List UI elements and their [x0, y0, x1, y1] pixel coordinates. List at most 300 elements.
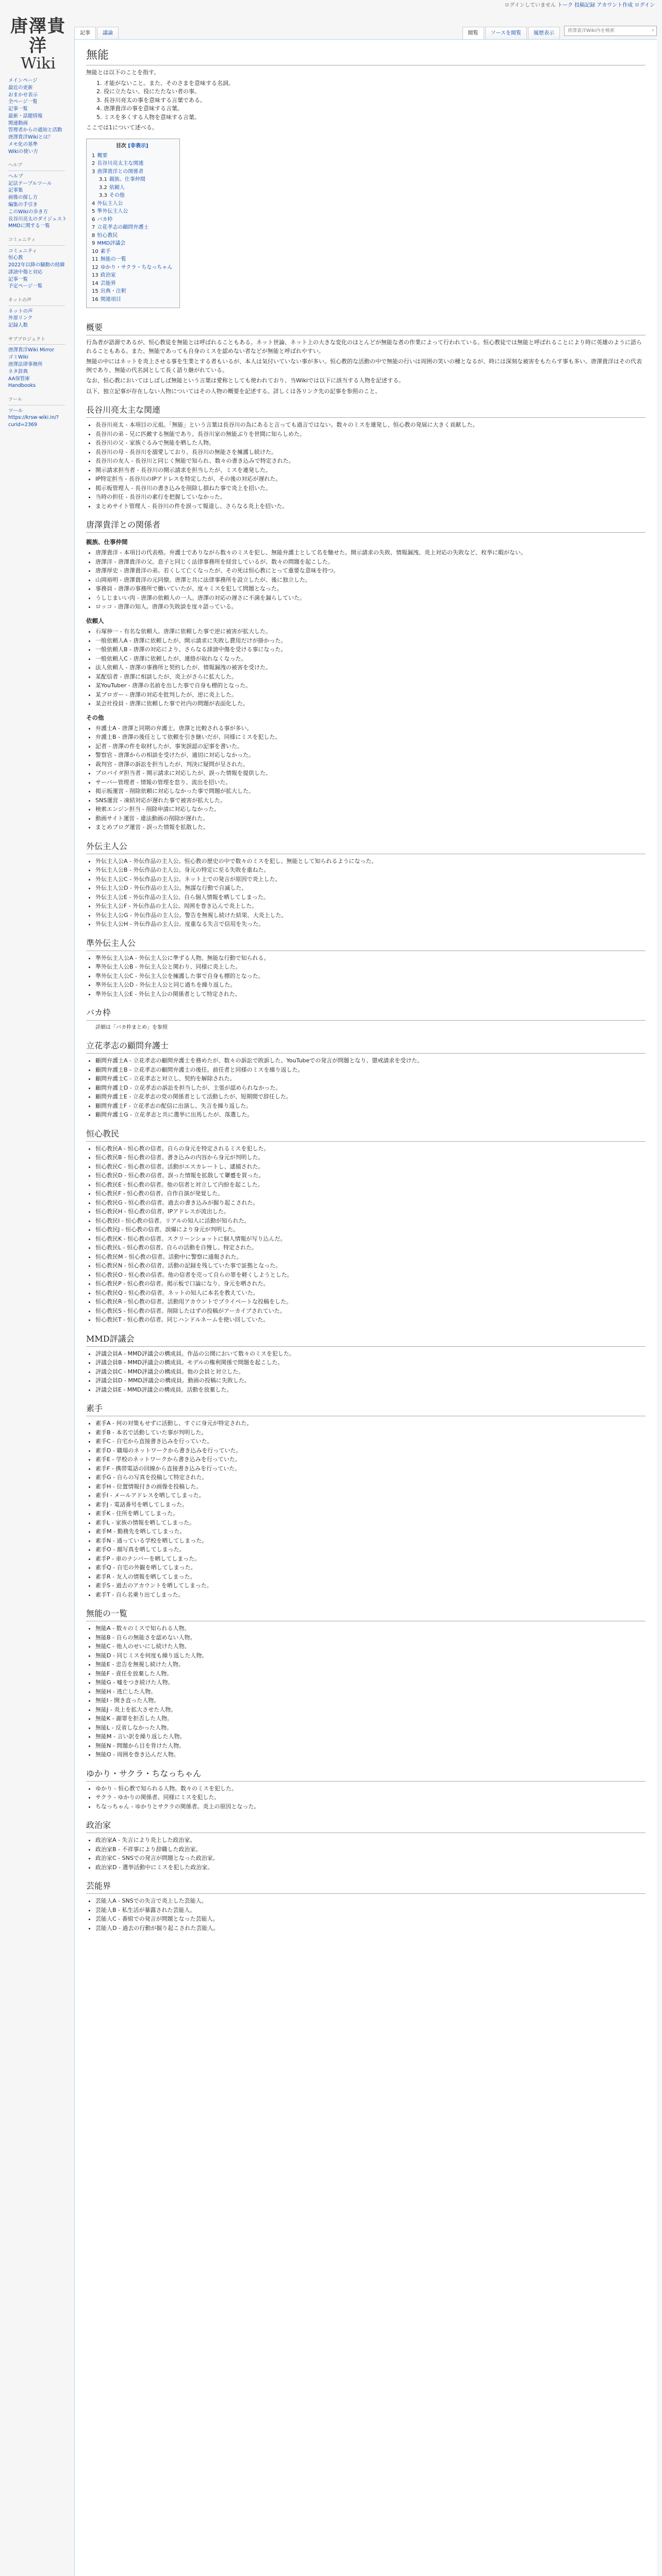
sidebar-item [8, 308, 72, 315]
toc-text: MMD評議会 [97, 241, 126, 246]
bullet-list [86, 1897, 646, 1933]
toc-text: 無能の一覧 [100, 257, 126, 262]
toc-link[interactable] [92, 209, 128, 214]
sidebar-item [8, 141, 72, 148]
toc-entry [92, 168, 172, 176]
list-item: • ちなっちゃん - ゆかりとサクラの関係者。炎上の原因となった。 [95, 1803, 646, 1811]
list-item: • 素手Q - 自宅の外観を晒してしまった。 [95, 1564, 646, 1572]
list-item: • 恒心教民C - 恒心教の信者。活動がエスカレートし、逮捕された。 [95, 1163, 646, 1172]
sidebar-link[interactable]: Handbooks [8, 383, 36, 389]
search-box [564, 26, 657, 36]
sidebar-link[interactable]: 最近の更新 [8, 84, 33, 91]
list-item: • 外伝主人公H - 外伝作品の主人公。度重なる失言で信用を失った。 [95, 920, 646, 929]
sidebar-portlet [8, 336, 72, 389]
sidebar [0, 77, 72, 436]
sidebar-link[interactable]: 長谷川亮太のダイジェスト [8, 216, 67, 222]
bullet-list [86, 1145, 646, 1325]
toc-text: 親族、仕事仲間 [109, 177, 145, 182]
bullet-list [86, 1419, 646, 1599]
list-item: • 素手D - 職場のネットワークから書き込みを行っていた。 [95, 1447, 646, 1455]
toc-number: 3.1 [99, 177, 107, 182]
subsection-heading: その他 [86, 714, 104, 721]
sidebar-item [8, 92, 72, 99]
sidebar-heading: ツール [8, 397, 65, 405]
sidebar-item [8, 322, 72, 329]
list-item: • 芸能人D - 過去の行動が掘り起こされた芸能人。 [95, 1924, 646, 1933]
list-item: • 無能B - 自らの無能さを認めない人物。 [95, 1634, 646, 1642]
list-item: • 石塚伸一 - 有名な依頼人。唐澤に依頼した事で逆に被害が拡大した。 [95, 628, 646, 636]
toc-entry [92, 256, 172, 264]
subsection-heading: 依頼人 [86, 617, 104, 624]
sidebar-link[interactable]: 唐澤貴洋Wiki Mirror [8, 347, 54, 353]
sidebar-link[interactable]: Wikiの使い方 [8, 148, 38, 155]
list-item: • サクラ - ゆかりの関係者。同様にミスを犯した。 [95, 1793, 646, 1802]
sidebar-link[interactable]: ゴミWiki [8, 354, 28, 361]
sidebar-heading: サブプロジェクト [8, 336, 65, 345]
list-item: • 某会社役員 - 唐澤に依頼した事で社内の問題が表面化した。 [95, 700, 646, 708]
list-item: • 無能G - 嘘をつき続けた人物。 [95, 1679, 646, 1687]
sidebar-link[interactable]: 誹謗中傷と対応 [8, 269, 43, 275]
section-heading: 長谷川亮太主な関連 [86, 404, 646, 418]
list-item: • 素手T - 自ら名乗り出てしまった。 [95, 1591, 646, 1600]
paragraph: 以下、独立記事が存在しない人物についてはその人物の概要を記述する。詳しくは各リンク先の記事を参照のこと。 [86, 387, 381, 395]
toc-link[interactable] [92, 257, 126, 262]
section-heading: 立花孝志の顧問弁護士 [86, 1040, 646, 1054]
sidebar-heading: ネットの声 [8, 297, 65, 306]
list-item: • 裁判官 - 唐澤の訴訟を担当したが、判決に疑問が呈された。 [95, 760, 646, 769]
toc-link[interactable] [92, 169, 143, 175]
list-item: • 素手S - 過去のアカウントを晒してしまった。 [95, 1582, 646, 1590]
logo-mark: 唐澤貴洋 [10, 16, 66, 56]
list-item: • 素手P - 車のナンバーを晒してしまった。 [95, 1555, 646, 1564]
toc-link[interactable] [92, 153, 107, 159]
list-item: • 無能E - 忠告を無視し続けた人物。 [95, 1660, 646, 1669]
table-of-contents [86, 139, 180, 309]
toc-link[interactable] [92, 265, 172, 270]
sidebar-portlet [8, 162, 72, 230]
sidebar-item [8, 347, 72, 354]
toc-text: 立花孝志の顧問弁護士 [97, 225, 149, 230]
list-item: • 無能M - 言い訳を繰り返した人物。 [95, 1733, 646, 1741]
list-item: • 長谷川の父 - 家族ぐるみで無能を晒した人物。 [95, 439, 646, 448]
sidebar-link[interactable]: 全ページ一覧 [8, 99, 38, 105]
personal-tools [499, 2, 655, 9]
list-item: • 素手K - 住所を晒してしまった。 [95, 1510, 646, 1518]
hatnote: 詳細は「バカ枠まとめ」を参照 [95, 1025, 168, 1031]
sidebar-item [8, 414, 72, 429]
sidebar-link[interactable]: 画像の探し方 [8, 195, 38, 201]
paragraph: 行為者が語源であるが、恒心教徒を無能とは呼ばれることもある。ネット世論、ネット上の大きな変化のほとんどが無能な者の作業によって行われている。恒心教徒では無能と呼ばれることにより時に英雄のように語られることもある。また、無能であっても自身のミスを認めない者などが無能と呼ばれやすい。 [86, 339, 642, 354]
toc-link[interactable] [92, 225, 148, 230]
toc-link[interactable] [99, 193, 125, 198]
toc-text: 芸能界 [100, 280, 116, 286]
section-heading: 素手 [86, 1402, 646, 1416]
sidebar-link[interactable]: 編集の手引き [8, 201, 38, 208]
list-item: • 警察官 - 唐澤からの相談を受けたが、適切に対応しなかった。 [95, 751, 646, 760]
contributions-link[interactable]: 投稿記録 [574, 3, 595, 8]
list-item: • 素手F - 携帯電話の回線から直接書き込みを行っていた。 [95, 1465, 646, 1473]
sidebar-heading: コミュニティ [8, 237, 65, 246]
list-item: • 評議会員C - MMD評議会の構成員。他の会員と対立した。 [95, 1368, 646, 1377]
list-item: • 評議会員B - MMD評議会の構成員。モデルの権利関係で問題を起こした。 [95, 1359, 646, 1367]
toc-number: 5 [92, 209, 95, 214]
list-item: • 顧問弁護士E - 立花孝志の党の関係者として活動したが、短期間で辞任した。 [95, 1093, 646, 1101]
toc-number: 10 [92, 248, 98, 255]
list-item: • 唐澤厚史 - 唐澤貴洋の弟。若くして亡くなったが、その死は恒心教にとって重要な意味を持つ。 [95, 567, 646, 575]
sidebar-item [8, 98, 72, 106]
list-item: • 検索エンジン担当 - 削除申請に対応しなかった。 [95, 805, 646, 814]
list-item: • 素手E - 学校のネットワークから書き込みを行っていた。 [95, 1455, 646, 1464]
toc-entry [92, 152, 172, 160]
toc-number: 12 [92, 264, 98, 270]
list-item: • 某YouTuber - 唐澤の名前を出した事で自身も標的となった。 [95, 682, 646, 690]
sidebar-item [8, 368, 72, 376]
sidebar-item [8, 201, 72, 209]
toc-link[interactable] [92, 281, 116, 286]
sidebar-item [8, 113, 72, 120]
list-item: • 無能F - 責任を放棄した人物。 [95, 1670, 646, 1679]
toc-title [92, 142, 172, 150]
search-input[interactable] [567, 28, 652, 34]
sidebar-item [8, 315, 72, 322]
list-item: • 一般依頼人A - 唐澤に依頼したが、開示請求に失敗し費用だけが掛かった。 [95, 637, 646, 646]
sidebar-item [8, 106, 72, 113]
section-heading: 政治家 [86, 1819, 646, 1833]
toc-number: 15 [92, 289, 98, 294]
site-logo[interactable] [4, 5, 72, 73]
scope-note: ここでは1について述べる。 [86, 124, 158, 131]
sidebar-link[interactable]: 関連動画 [8, 120, 28, 126]
list-item: • 無能H - 逃亡した人物。 [95, 1688, 646, 1697]
toc-number: 8 [92, 232, 95, 239]
sidebar-item [8, 173, 72, 180]
list-item: • SNS運営 - 凍結対応が遅れた事で被害が拡大した。 [95, 796, 646, 805]
toc-entry [92, 272, 172, 280]
list-item: • 弁護士B - 唐澤の後任として依頼を引き継いだが、同様にミスを犯した。 [95, 733, 646, 742]
sidebar-item [8, 216, 72, 223]
toc-entry [92, 248, 172, 256]
bullet-list [86, 954, 646, 999]
sidebar-link[interactable]: 唐澤貴洋Wikiとは？ [8, 134, 53, 141]
sidebar-link[interactable]: 記法テーブルツール [8, 180, 52, 187]
toc-entry [92, 264, 172, 272]
subsection-heading: 親族、仕事仲間 [86, 538, 128, 546]
sidebar-link[interactable]: おまかせ表示 [8, 92, 38, 98]
definition-item: 2. 役に立たない、役にたたない者の事。 [104, 88, 646, 96]
toc-text: 外伝主人公 [97, 200, 123, 207]
list-item: • 素手B - 本名で活動していた事が判明した。 [95, 1429, 646, 1437]
toc-number: 9 [92, 241, 95, 246]
toc-text: 出典・注釈 [100, 289, 126, 294]
toc-entry [92, 216, 172, 224]
paragraph: なお、恒心教においてはしばしば無能という言葉は愛称としても使われており、当Wikiでは以下に該当する人物を記述する。 [86, 377, 405, 384]
toc-number: 4 [92, 200, 95, 207]
list-item: • 無能I - 開き直った人物。 [95, 1697, 646, 1705]
sidebar-link[interactable]: MMDに関する一覧 [8, 223, 50, 229]
sidebar-link[interactable]: 記事一覧 [8, 276, 28, 282]
list-item: • 記者 - 唐澤の件を取材したが、事実誤認の記事を書いた。 [95, 742, 646, 751]
bullet-list [86, 549, 646, 612]
definition-item: 3. 長谷川亮太の事を意味する言葉である。 [104, 96, 646, 105]
sidebar-link[interactable]: 2022年以降の騒動の経緯 [8, 262, 65, 268]
sidebar-item [8, 269, 72, 276]
sidebar-link[interactable]: このWikiの歩き方 [8, 209, 48, 215]
sidebar-item [8, 255, 72, 262]
list-item: • 外伝主人公G - 外伝作品の主人公。警告を無視し続けた結果、大炎上した。 [95, 911, 646, 920]
list-item: • 某ブロガー - 唐澤の対応を批判したが、逆に炎上した。 [95, 691, 646, 700]
logo-word: Wiki [21, 55, 56, 73]
list-item: • 素手J - 電話番号を晒してしまった。 [95, 1501, 646, 1510]
toc-number: 14 [92, 280, 98, 286]
sidebar-link[interactable]: 恒心教 [8, 255, 23, 261]
sidebar-heading: ヘルプ [8, 162, 65, 171]
sidebar-item [8, 382, 72, 389]
list-item: • 恒心教民J - 恒心教の信者。誤爆により身元が判明した。 [95, 1226, 646, 1234]
tab-view-source[interactable]: ソースを閲覧 [485, 27, 527, 39]
sidebar-link[interactable]: ヘルプ [8, 173, 23, 179]
list-item: • 外伝主人公A - 外伝作品の主人公。恒心教の歴史の中で数々のミスを犯し、無能として知られるようになった。 [95, 857, 646, 866]
list-item: • 恒心教民D - 恒心教の信者。誤った情報を拡散して顰蹙を買った。 [95, 1172, 646, 1180]
sidebar-link[interactable]: メインページ [8, 78, 38, 83]
sidebar-link[interactable]: 記事集 [8, 188, 23, 194]
namespace-tabs [74, 27, 120, 39]
bullet-list [86, 628, 646, 708]
list-item: • 芸能人A - SNSでの失言で炎上した芸能人。 [95, 1897, 646, 1906]
lead-text: 無能とは以下のことを指す。 [86, 69, 160, 76]
list-item: • 素手H - 位置情報付きの画像を投稿した。 [95, 1483, 646, 1492]
sidebar-link[interactable]: コミュニティ [8, 248, 38, 254]
list-item: • 一般依頼人B - 唐澤の対応により、さらなる誹謗中傷を受ける事になった。 [95, 646, 646, 654]
sidebar-item [8, 84, 72, 92]
talk-link[interactable]: トーク [557, 3, 573, 8]
toc-entry [92, 192, 172, 200]
sidebar-link[interactable]: 外部リンク [8, 315, 33, 321]
list-item: • うしじまいい肉 - 唐澤の依頼人の一人。唐澤の対応の遅さに不満を漏らしていた。 [95, 594, 646, 603]
toc-link[interactable] [92, 273, 116, 278]
section-heading: MMD評議会 [86, 1333, 646, 1347]
toc-link[interactable] [92, 161, 143, 166]
list-item: • 政治家D - 選挙活動中にミスを犯した政治家。 [95, 1863, 646, 1872]
list-item: • 恒心教民F - 恒心教の信者。自作自演が発覚した。 [95, 1190, 646, 1198]
article-body [86, 321, 646, 1933]
toc-text: ゆかり・サクラ・ちなっちゃん [100, 264, 173, 270]
list-item: • 唐澤洋 - 唐澤貴洋の父。息子と同じく法律事務所を経営しているが、数々の問題を起こした。 [95, 558, 646, 567]
bullet-list [86, 421, 646, 511]
list-item: • 顧問弁護士B - 立花孝志の顧問弁護士の後任。前任者と同様のミスを繰り返した。 [95, 1066, 646, 1075]
sidebar-link[interactable]: 記事一覧 [8, 106, 28, 112]
toc-text: 素手 [100, 248, 111, 255]
list-item: • まとめブログ運営 - 誤った情報を拡散した。 [95, 823, 646, 832]
list-item: • 無能A - 数々のミスで知られる人物。 [95, 1624, 646, 1633]
sidebar-link[interactable]: ツール [8, 408, 23, 414]
toc-number: 1 [92, 152, 95, 159]
list-item: • 無能J - 炎上を拡大させた人物。 [95, 1706, 646, 1715]
list-item: • 評議会員A - MMD評議会の構成員。作品の公開において数々のミスを犯した。 [95, 1350, 646, 1359]
sidebar-item [8, 408, 72, 415]
tab-history[interactable]: 履歴表示 [528, 27, 560, 39]
toc-link[interactable] [92, 249, 111, 255]
toc-number: 16 [92, 296, 98, 302]
list-item: • 外伝主人公C - 外伝作品の主人公。ネット上での発言が原因で炎上した。 [95, 875, 646, 884]
toc-text: 長谷川亮太主な関連 [97, 161, 144, 166]
sidebar-item [8, 248, 72, 255]
sidebar-item [8, 187, 72, 194]
toc-number: 3.2 [99, 184, 107, 191]
list-item: • 素手G - 自らの写真を投稿して特定された。 [95, 1473, 646, 1482]
tab-talk[interactable]: 議論 [97, 27, 119, 39]
list-item: • 準外伝主人公E - 外伝主人公の関係者として特定された。 [95, 990, 646, 999]
toc-entry [92, 224, 172, 232]
list-item: • 山岡裕明 - 唐澤貴洋の元同僚。唐澤と共に法律事務所を設立したが、後に独立した。 [95, 576, 646, 585]
toc-entry [92, 296, 172, 304]
toc-number: 3 [92, 168, 95, 175]
list-item: • 恒心教民S - 恒心教の信者。削除したはずの投稿がアーカイブされていた。 [95, 1307, 646, 1316]
list-item: • 顧問弁護士C - 立花孝志と対立し、契約を解除された。 [95, 1075, 646, 1083]
sidebar-link[interactable]: 管理者からの通知と活動 [8, 127, 62, 133]
list-item: • 一般依頼人C - 唐澤に依頼したが、連絡が取れなくなった。 [95, 655, 646, 664]
list-item: • 恒心教民O - 恒心教の信者。他の信者を売って自らの罪を軽くしようとした。 [95, 1271, 646, 1280]
list-item: • 外伝主人公B - 外伝作品の主人公。身元の特定に至る失敗を重ねた。 [95, 866, 646, 875]
list-item: • 事務員 - 唐澤の事務所で働いていたが、度々ミスを犯して問題となった。 [95, 585, 646, 594]
list-item: • 素手C - 自宅から直接書き込みを行っていた。 [95, 1437, 646, 1446]
sidebar-list [8, 308, 72, 329]
login-link[interactable]: ログイン [634, 3, 655, 8]
toc-text: 準外伝主人公 [97, 209, 128, 214]
sidebar-link[interactable]: メモ化の基準 [8, 141, 38, 147]
sidebar-item [8, 376, 72, 383]
tab-article[interactable]: 記事 [74, 27, 96, 39]
list-item: • 無能L - 反省しなかった人物。 [95, 1724, 646, 1733]
toc-entry [92, 287, 172, 296]
sidebar-link[interactable]: 記録人数 [8, 323, 28, 329]
list-item: • 恒心教民A - 恒心教の信者。自らの身元を特定されるミスを犯した。 [95, 1145, 646, 1154]
toc-link[interactable] [92, 297, 121, 302]
section-heading: 概要 [86, 321, 646, 335]
tab-read[interactable]: 閲覧 [462, 27, 484, 39]
list-item: • 法人依頼人 - 唐澤の事務所と契約したが、情報漏洩の被害を受けた。 [95, 664, 646, 672]
list-item: • 長谷川の弟 - 兄に匹敵する無能であり、長谷川家の無能ぶりを世間に知らしめた。 [95, 430, 646, 439]
sidebar-item [8, 361, 72, 368]
sidebar-link[interactable]: ネットの声 [8, 308, 33, 314]
sidebar-item [8, 283, 72, 290]
toc-text: 政治家 [100, 273, 116, 278]
list-item: • 無能O - 周囲を巻き込んだ人物。 [95, 1751, 646, 1759]
toc-number: 2 [92, 161, 95, 166]
section-heading: 無能の一覧 [86, 1607, 646, 1621]
sidebar-portlet [8, 297, 72, 329]
list-item: • 当時の担任 - 長谷川の素行を把握していなかった。 [95, 493, 646, 502]
toc-link[interactable] [99, 185, 125, 191]
list-item: • 外伝主人公F - 外伝作品の主人公。周囲を巻き込んで炎上した。 [95, 902, 646, 911]
sidebar-list [8, 77, 72, 155]
toc-link[interactable] [92, 233, 118, 239]
toc-link[interactable] [99, 177, 145, 182]
section-heading: ゆかり・サクラ・ちなっちゃん [86, 1768, 646, 1782]
sidebar-item [8, 223, 72, 230]
bullet-list [86, 1785, 646, 1811]
list-item: • 恒心教民R - 恒心教の信者。活動用アカウントでプライベートな投稿をした。 [95, 1298, 646, 1307]
sidebar-link[interactable]: ネタ辞典 [8, 368, 28, 375]
list-item: • まとめサイト管理人 - 長谷川の件を誤って報道し、さらなる炎上を招いた。 [95, 502, 646, 511]
sidebar-link[interactable]: https://krsw-wiki.in/?curid=2369 [8, 415, 59, 428]
list-item: • 開示請求担当者 - 長谷川の開示請求を担当したが、ミスを連発した。 [95, 466, 646, 475]
bullet-list [86, 857, 646, 929]
list-item: • ロッコ - 唐澤の知人。唐澤の失敗談を度々語っている。 [95, 603, 646, 612]
toc-link[interactable] [92, 201, 123, 207]
toc-link[interactable] [92, 241, 125, 246]
toc-list [92, 152, 172, 304]
sidebar-item [8, 77, 72, 84]
toc-entry [92, 232, 172, 240]
list-item: • 恒心教民L - 恒心教の信者。自らの活動を自慢し、特定された。 [95, 1244, 646, 1252]
list-item: • 恒心教民E - 恒心教の信者。他の信者と対立して内紛を起こした。 [95, 1181, 646, 1190]
toc-link[interactable] [92, 217, 112, 223]
list-item: • 政治家C - SNSでの発言が問題となった政治家。 [95, 1854, 646, 1863]
bullet-list [86, 1836, 646, 1872]
toc-entry [92, 160, 172, 168]
list-item: • 素手R - 友人の情報を晒してしまった。 [95, 1573, 646, 1582]
list-item: • 弁護士A - 唐澤と同期の弁護士。唐澤と比較される事が多い。 [95, 724, 646, 733]
toc-text: 依頼人 [109, 184, 125, 191]
create-account-link[interactable]: アカウント作成 [597, 3, 633, 8]
list-item: • 恒心教民G - 恒心教の信者。過去の書き込みが掘り起こされた。 [95, 1199, 646, 1208]
list-item: • 無能C - 他人のせいにし続けた人物。 [95, 1642, 646, 1651]
sidebar-list [8, 248, 72, 291]
list-item: • 評議会員E - MMD評議会の構成員。活動を放棄した。 [95, 1386, 646, 1395]
page-title: 無能 [86, 47, 646, 65]
sidebar-link[interactable]: 唐澤法律事務所 [8, 361, 43, 367]
toc-link[interactable] [92, 289, 126, 294]
toc-number: 11 [92, 257, 98, 262]
toc-entry [92, 200, 172, 208]
sidebar-link[interactable]: 最新・話題情報 [8, 113, 43, 119]
sidebar-item [8, 148, 72, 156]
sidebar-item [8, 209, 72, 216]
section-heading: 準外伝主人公 [86, 937, 646, 951]
list-item: • 素手A - 何の対策もせずに活動し、すぐに身元が特定された。 [95, 1419, 646, 1428]
sidebar-list [8, 347, 72, 389]
section-heading: バカ枠 [86, 1007, 646, 1021]
toc-toggle-link[interactable]: [非表示] [128, 143, 148, 149]
toc-text: 唐澤貴洋との関係者 [97, 168, 144, 175]
toc-text: 関連項目 [100, 296, 121, 302]
sidebar-item [8, 262, 72, 269]
list-item: • 素手N - 通っている学校を晒してしまった。 [95, 1537, 646, 1546]
list-item: • 唐澤貴洋 - 本項目の代表格。弁護士でありながら数々のミスを犯し、無能弁護士として名を馳せた。開示請求の失敗、情報漏洩、炎上対応の失敗など、枚挙に暇がない。 [95, 549, 646, 557]
sidebar-item [8, 276, 72, 283]
toc-text: その他 [109, 193, 125, 198]
sidebar-item [8, 134, 72, 141]
sidebar-item [8, 354, 72, 361]
sidebar-item [8, 127, 72, 134]
sidebar-link[interactable]: 予定ページ一覧 [8, 283, 43, 290]
toc-heading: 目次 [115, 143, 126, 149]
toc-number: 6 [92, 216, 95, 223]
view-tabs [462, 26, 657, 39]
sidebar-item [8, 194, 72, 201]
list-item: • 恒心教民T - 恒心教の信者。同じハンドルネームを使い回していた。 [95, 1316, 646, 1325]
sidebar-link[interactable]: AA保管庫 [8, 376, 30, 382]
list-item: • 顧問弁護士F - 立花孝志の配信に出演し、失言を繰り返した。 [95, 1102, 646, 1111]
sidebar-list [8, 408, 72, 429]
definition-list [96, 79, 646, 122]
definition-item: 4. 唐澤貴洋の事を意味する言葉。 [104, 105, 646, 113]
search-icon[interactable]: ⌕ [651, 28, 654, 33]
bullet-list [86, 724, 646, 832]
section-heading: 唐澤貴洋との関係者 [86, 519, 646, 533]
section-heading: 外伝主人公 [86, 840, 646, 854]
list-item: • 評議会員D - MMD評議会の構成員。動画の投稿に失敗した。 [95, 1377, 646, 1385]
